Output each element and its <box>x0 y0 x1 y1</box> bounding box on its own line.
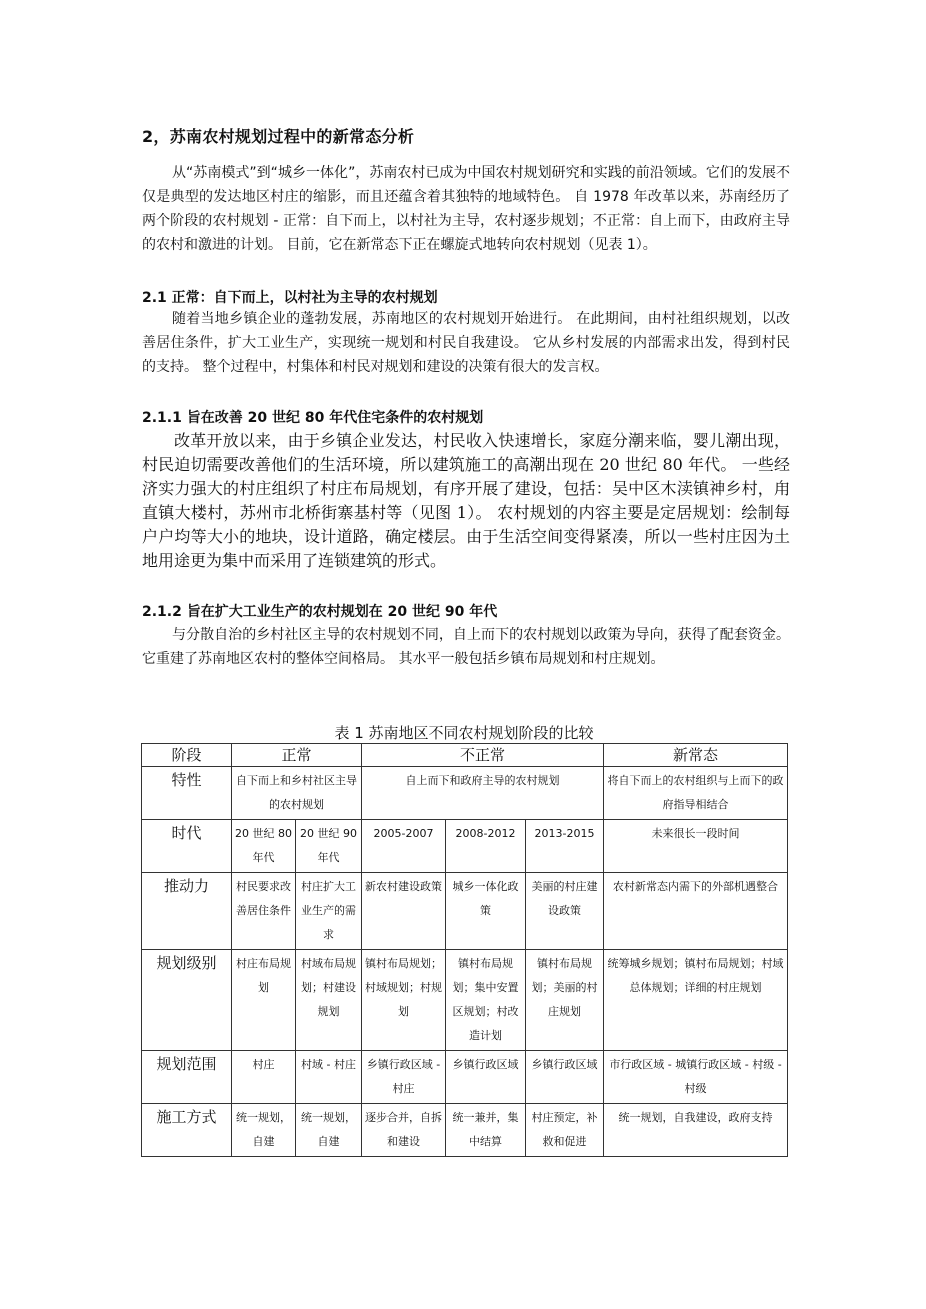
table-cell: 2013-2015 <box>526 820 604 873</box>
header-stage: 阶段 <box>142 744 232 767</box>
table-cell: 镇村布局规划；村域规划；村规划 <box>362 950 446 1051</box>
table-cell: 乡镇行政区域 <box>446 1051 526 1104</box>
table-cell: 村域布局规划；村建设规划 <box>296 950 362 1051</box>
subsection-2-1-paragraph: 随着当地乡镇企业的蓬勃发展，苏南地区的农村规划开始进行。 在此期间，由村社组织规划，以改善居住条件，扩大工业生产，实现统一规划和村民自我建设。 它从乡村发展的内部需求出发，得到村民的支持。 整个过程中，村集体和村民对规划和建设的决策有很大的发言权。 <box>142 311 790 375</box>
table-cell: 村庄扩大工业生产的需求 <box>296 873 362 950</box>
subsection-heading-2-1: 2.1 正常：自下而上，以村社为主导的农村规划 <box>142 290 438 306</box>
subsection-heading-2-1-2: 2.1.2 旨在扩大工业生产的农村规划在 20 世纪 90 年代 <box>142 604 498 620</box>
table-cell: 乡镇行政区域 <box>526 1051 604 1104</box>
table-row <box>142 767 788 820</box>
table-cell: 2008-2012 <box>446 820 526 873</box>
table-cell: 城乡一体化政策 <box>446 873 526 950</box>
table-cell: 统筹城乡规划；镇村布局规划；村域总体规划；详细的村庄规划 <box>604 950 788 1051</box>
table-header-row <box>142 744 788 767</box>
row-label: 施工方式 <box>142 1104 232 1157</box>
subsection-2-1-2-paragraph: 与分散自治的乡村社区主导的农村规划不同，自上而下的农村规划以政策为导向，获得了配套资金。 它重建了苏南地区农村的整体空间格局。 其水平一般包括乡镇布局规划和村庄规划。 <box>142 627 790 667</box>
table-cell: 将自下而上的农村组织与上而下的政府指导相结合 <box>604 767 788 820</box>
table-cell: 统一规划，自建 <box>232 1104 296 1157</box>
table-cell: 2005-2007 <box>362 820 446 873</box>
table-row <box>142 950 788 1051</box>
table-cell: 自下而上和乡村社区主导的农村规划 <box>232 767 362 820</box>
table-cell: 逐步合并，自拆和建设 <box>362 1104 446 1157</box>
table-cell: 未来很长一段时间 <box>604 820 788 873</box>
row-label: 规划范围 <box>142 1051 232 1104</box>
table-caption: 表 1 苏南地区不同农村规划阶段的比较 <box>334 724 594 742</box>
comparison-table <box>141 743 788 1157</box>
table-cell: 村民要求改善居住条件 <box>232 873 296 950</box>
table-row <box>142 1051 788 1104</box>
section-heading: 2，苏南农村规划过程中的新常态分析 <box>142 127 415 146</box>
table-cell: 镇村布局规划；美丽的村庄规划 <box>526 950 604 1051</box>
table-row <box>142 1104 788 1157</box>
row-label: 推动力 <box>142 873 232 950</box>
table-cell: 村域 - 村庄 <box>296 1051 362 1104</box>
header-normal: 正常 <box>232 744 362 767</box>
table-cell: 统一兼并，集中结算 <box>446 1104 526 1157</box>
row-label: 规划级别 <box>142 950 232 1051</box>
table-cell: 市行政区域 - 城镇行政区域 - 村级 - 村级 <box>604 1051 788 1104</box>
table-cell: 村庄预定，补救和促进 <box>526 1104 604 1157</box>
table-row <box>142 820 788 873</box>
row-label: 时代 <box>142 820 232 873</box>
intro-paragraph: 从“苏南模式”到“城乡一体化”，苏南农村已成为中国农村规划研究和实践的前沿领域。它们的发展不仅是典型的发达地区村庄的缩影，而且还蕴含着其独特的地域特色。 自 1978 年改革以来，苏南经历了两个阶段的农村规划 - 正常：自下而上，以村社为主导，农村逐步规划；不正常：自上而下，由政府主导的农村和激进的计划。 目前，它在新常态下正在螺旋式地转向农村规划（见表 1）。 <box>142 165 790 253</box>
table-cell: 20 世纪 90 年代 <box>296 820 362 873</box>
table-cell: 自上而下和政府主导的农村规划 <box>362 767 604 820</box>
table-cell: 村庄 <box>232 1051 296 1104</box>
table-cell: 村庄布局规划 <box>232 950 296 1051</box>
table-cell: 乡镇行政区域 - 村庄 <box>362 1051 446 1104</box>
header-new-normal: 新常态 <box>604 744 788 767</box>
table-cell: 农村新常态内需下的外部机遇整合 <box>604 873 788 950</box>
table-cell: 镇村布局规划；集中安置区规划；村改造计划 <box>446 950 526 1051</box>
subsection-2-1-1-paragraph: 改革开放以来，由于乡镇企业发达，村民收入快速增长，家庭分潮来临，婴儿潮出现，村民迫切需要改善他们的生活环境，所以建筑施工的高潮出现在 20 世纪 80 年代。 一些经济实力强大的村庄组织了村庄布局规划，有序开展了建设，包括：吴中区木渎镇神乡村，甪直镇大楼村，苏州市北桥街寨基村等（见图 1）。 农村规划的内容主要是定居规划：绘制每户户均等大小的地块，设计道路，确定楼层。由于生活空间变得紧凑，所以一些村庄因为土地用途更为集中而采用了连锁建筑的形式。 <box>142 431 790 570</box>
table-cell: 美丽的村庄建设政策 <box>526 873 604 950</box>
table-cell: 20 世纪 80 年代 <box>232 820 296 873</box>
row-label: 特性 <box>142 767 232 820</box>
table-cell: 统一规划，自建 <box>296 1104 362 1157</box>
subsection-heading-2-1-1: 2.1.1 旨在改善 20 世纪 80 年代住宅条件的农村规划 <box>142 410 484 426</box>
table-row <box>142 873 788 950</box>
table-cell: 统一规划，自我建设，政府支持 <box>604 1104 788 1157</box>
table-cell: 新农村建设政策 <box>362 873 446 950</box>
header-abnormal: 不正常 <box>362 744 604 767</box>
